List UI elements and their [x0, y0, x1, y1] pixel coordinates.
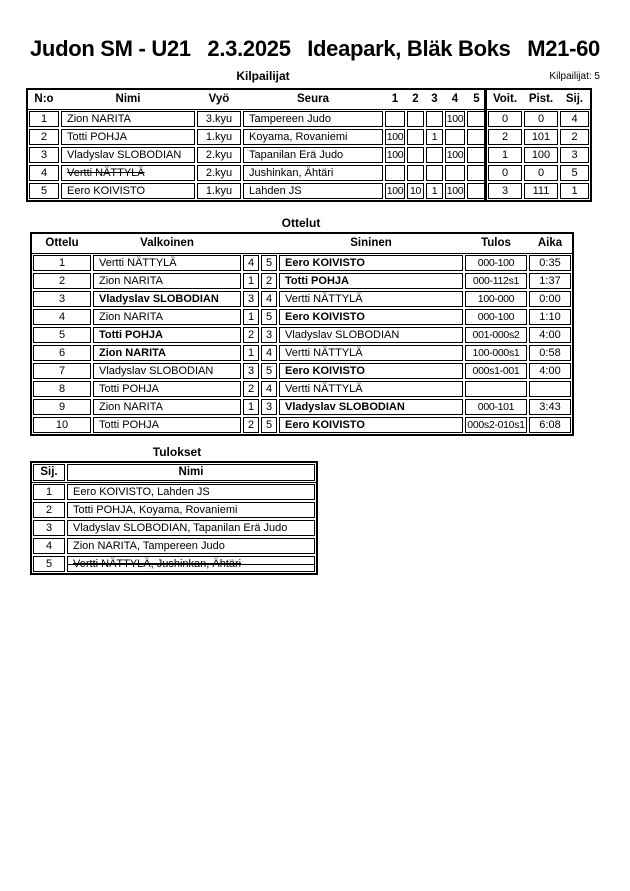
col-header-1: 1 — [391, 93, 399, 105]
cell-time: 4:00 — [529, 327, 571, 343]
cell-blue-no: 5 — [261, 417, 277, 433]
cell-no: 4 — [29, 165, 59, 181]
tulokset-row — [32, 519, 316, 537]
col-header-nimi: Nimi — [115, 93, 141, 105]
cell-pist: 101 — [524, 129, 558, 145]
title-category: M21-60 — [527, 36, 600, 61]
competitor-name: Totti POHJA — [67, 131, 127, 143]
cell-time: 1:10 — [529, 309, 571, 325]
cell-white: Totti POHJA — [93, 417, 241, 433]
col-header-aika: Aika — [537, 237, 563, 249]
cell-blue-no: 4 — [261, 381, 277, 397]
cell-result: 000-112s1 — [465, 273, 527, 289]
cell-white-no: 1 — [243, 273, 259, 289]
kilpailijat-row — [28, 146, 590, 164]
cell-score-3 — [426, 147, 443, 163]
ottelut-row — [32, 344, 572, 362]
cell-pist: 100 — [524, 147, 558, 163]
cell-blue-no: 5 — [261, 309, 277, 325]
cell-white: Vladyslav SLOBODIAN — [93, 291, 241, 307]
cell-no: 5 — [29, 183, 59, 199]
cell-rank: 4 — [33, 538, 65, 554]
cell-seura: Koyama, Rovaniemi — [243, 129, 383, 145]
col-header-pist: Pist. — [528, 93, 554, 105]
cell-voit: 2 — [488, 129, 522, 145]
cell-white-no: 2 — [243, 327, 259, 343]
cell-white-no: 1 — [243, 345, 259, 361]
cell-score-2: 10 — [407, 183, 424, 199]
cell-voit: 0 — [488, 165, 522, 181]
tulokset-table — [30, 461, 318, 575]
cell-result: 000s1-001 — [465, 363, 527, 379]
cell-nimi — [61, 147, 195, 163]
cell-blue-no: 4 — [261, 345, 277, 361]
cell-score-3 — [426, 165, 443, 181]
cell-white: Vladyslav SLOBODIAN — [93, 363, 241, 379]
cell-blue-no: 2 — [261, 273, 277, 289]
col-header-sininen: Sininen — [350, 237, 392, 249]
cell-white-no: 1 — [243, 399, 259, 415]
cell-nimi — [61, 111, 195, 127]
cell-nimi — [61, 165, 195, 181]
cell-blue: Vertti NÄTTYLÄ — [279, 291, 463, 307]
cell-time — [529, 381, 571, 397]
competitor-name: Vertti NÄTTYLÄ — [67, 167, 145, 179]
section-title-tulokset: Tulokset — [152, 445, 202, 459]
cell-score-2 — [407, 129, 424, 145]
cell-score-1: 100 — [386, 185, 404, 197]
competitor-name: Vladyslav SLOBODIAN — [67, 149, 182, 161]
ottelut-row — [32, 380, 572, 398]
col-header-voit: Voit. — [492, 93, 518, 105]
cell-vyo: 2.kyu — [197, 147, 241, 163]
cell-white-no: 3 — [243, 363, 259, 379]
col-header-4: 4 — [451, 93, 459, 105]
col-header-valkoinen: Valkoinen — [140, 237, 194, 249]
section-title-kilpailijat: Kilpailijat — [236, 69, 290, 83]
cell-white-no: 2 — [243, 417, 259, 433]
cell-white-no: 2 — [243, 381, 259, 397]
ottelut-row — [32, 254, 572, 272]
cell-rank: 3 — [33, 520, 65, 536]
cell-score-1: 100 — [386, 149, 404, 161]
cell-rank: 5 — [33, 556, 65, 572]
cell-no: 1 — [29, 111, 59, 127]
cell-seura: Tapanilan Erä Judo — [243, 147, 383, 163]
cell-seura: Tampereen Judo — [243, 111, 383, 127]
cell-pist: 0 — [524, 111, 558, 127]
cell-white-no: 4 — [243, 255, 259, 271]
cell-blue: Vladyslav SLOBODIAN — [279, 399, 463, 415]
ottelut-row — [32, 308, 572, 326]
cell-blue: Eero KOIVISTO — [279, 363, 463, 379]
tulokset-row — [32, 483, 316, 501]
cell-score-4: 100 — [446, 113, 464, 125]
cell-sij: 3 — [560, 147, 589, 163]
cell-blue-no: 3 — [261, 327, 277, 343]
cell-seura: Jushinkan, Ähtäri — [243, 165, 383, 181]
cell-nimi — [61, 183, 195, 199]
cell-result: 000-100 — [465, 255, 527, 271]
cell-match-no: 10 — [33, 417, 91, 433]
cell-rank: 2 — [33, 502, 65, 518]
title-event: Judon SM - U21 — [30, 36, 191, 61]
cell-no: 2 — [29, 129, 59, 145]
tulokset-row — [32, 555, 316, 573]
cell-blue-no: 4 — [261, 291, 277, 307]
cell-match-no: 5 — [33, 327, 91, 343]
ottelut-row — [32, 272, 572, 290]
cell-vyo: 3.kyu — [197, 111, 241, 127]
cell-pist: 0 — [524, 165, 558, 181]
cell-sij: 1 — [560, 183, 589, 199]
cell-score-2 — [407, 165, 424, 181]
cell-score-3: 1 — [426, 129, 443, 145]
ottelut-row — [32, 416, 572, 434]
cell-match-no: 1 — [33, 255, 91, 271]
cell-score-4 — [445, 129, 465, 145]
col-header-vyo: Vyö — [208, 93, 230, 105]
kilpailijat-row — [28, 182, 590, 200]
col-header-seura: Seura — [297, 93, 329, 105]
col-header-2: 2 — [412, 93, 419, 105]
ottelut-header-row — [32, 234, 572, 254]
cell-score-3: 1 — [426, 183, 443, 199]
cell-white: Zion NARITA — [93, 273, 241, 289]
kilpailijat-header-row — [28, 90, 590, 110]
cell-match-no: 4 — [33, 309, 91, 325]
title-venue: Ideapark, Bläk Boks — [307, 36, 511, 61]
cell-blue-no: 5 — [261, 363, 277, 379]
competitors-count: Kilpailijat: 5 — [549, 71, 600, 82]
cell-blue-no: 5 — [261, 255, 277, 271]
cell-blue: Eero KOIVISTO — [279, 255, 463, 271]
cell-rank: 1 — [33, 484, 65, 500]
cell-name — [67, 538, 315, 554]
group-divider — [484, 88, 487, 202]
kilpailijat-row — [28, 110, 590, 128]
col-header-tulos: Tulos — [481, 237, 511, 249]
col-header-5: 5 — [473, 93, 480, 105]
kilpailijat-row — [28, 164, 590, 182]
cell-blue: Eero KOIVISTO — [279, 417, 463, 433]
cell-score-2 — [407, 111, 424, 127]
cell-blue: Vertti NÄTTYLÄ — [279, 345, 463, 361]
cell-name — [67, 484, 315, 500]
cell-score-4: 100 — [446, 149, 464, 161]
cell-time: 1:37 — [529, 273, 571, 289]
cell-sij: 5 — [560, 165, 589, 181]
cell-sij: 2 — [560, 129, 589, 145]
cell-white-no: 1 — [243, 309, 259, 325]
cell-match-no: 3 — [33, 291, 91, 307]
cell-white-no: 3 — [243, 291, 259, 307]
cell-white: Zion NARITA — [93, 399, 241, 415]
cell-result: 100-000s1 — [465, 345, 527, 361]
col-header-spacer — [260, 240, 278, 247]
cell-name — [67, 502, 315, 518]
result-name: Eero KOIVISTO, Lahden JS — [73, 486, 210, 498]
cell-time: 3:43 — [529, 399, 571, 415]
cell-score-1 — [385, 165, 405, 181]
cell-time: 4:00 — [529, 363, 571, 379]
col-header-nimi: Nimi — [67, 464, 315, 481]
cell-result — [465, 381, 527, 397]
cell-blue: Vertti NÄTTYLÄ — [279, 381, 463, 397]
cell-voit: 1 — [488, 147, 522, 163]
cell-blue: Eero KOIVISTO — [279, 309, 463, 325]
result-name: Totti POHJA, Koyama, Rovaniemi — [73, 504, 238, 516]
ottelut-table — [30, 232, 574, 436]
ottelut-row — [32, 290, 572, 308]
cell-score-1: 100 — [386, 131, 404, 143]
cell-seura: Lahden JS — [243, 183, 383, 199]
cell-vyo: 2.kyu — [197, 165, 241, 181]
cell-score-1 — [385, 111, 405, 127]
col-header-no: N:o — [34, 93, 54, 105]
cell-time: 0:58 — [529, 345, 571, 361]
cell-white: Zion NARITA — [93, 309, 241, 325]
cell-white: Zion NARITA — [93, 345, 241, 361]
kilpailijat-table — [26, 88, 592, 202]
tulokset-row — [32, 537, 316, 555]
kilpailijat-row — [28, 128, 590, 146]
title-date: 2.3.2025 — [207, 36, 291, 61]
cell-name — [67, 520, 315, 536]
cell-match-no: 9 — [33, 399, 91, 415]
cell-match-no: 8 — [33, 381, 91, 397]
cell-nimi — [61, 129, 195, 145]
competitor-name: Eero KOIVISTO — [67, 185, 146, 197]
col-header-spacer — [242, 240, 260, 247]
cell-vyo: 1.kyu — [197, 183, 241, 199]
cell-no: 3 — [29, 147, 59, 163]
cell-match-no: 6 — [33, 345, 91, 361]
tulokset-header-row — [32, 463, 316, 483]
result-name: Vertti NÄTTYLÄ, Jushinkan, Ähtäri — [73, 558, 242, 570]
cell-result: 000s2-010s1 — [465, 417, 527, 433]
ottelut-row — [32, 326, 572, 344]
col-header-ottelu: Ottelu — [45, 237, 79, 249]
tulokset-row — [32, 501, 316, 519]
cell-voit: 0 — [488, 111, 522, 127]
cell-blue: Totti POHJA — [279, 273, 463, 289]
cell-voit: 3 — [488, 183, 522, 199]
section-title-ottelut: Ottelut — [281, 216, 321, 230]
page-title — [30, 36, 600, 62]
col-header-sij: Sij. — [565, 93, 584, 105]
cell-score-4: 100 — [446, 185, 464, 197]
ottelut-row — [32, 398, 572, 416]
cell-match-no: 7 — [33, 363, 91, 379]
cell-result: 000-100 — [465, 309, 527, 325]
result-name: Zion NARITA, Tampereen Judo — [73, 540, 225, 552]
col-header-3: 3 — [431, 93, 438, 105]
cell-white: Totti POHJA — [93, 327, 241, 343]
cell-sij: 4 — [560, 111, 589, 127]
ottelut-row — [32, 362, 572, 380]
competitor-name: Zion NARITA — [67, 113, 131, 125]
cell-result: 100-000 — [465, 291, 527, 307]
cell-score-3 — [426, 111, 443, 127]
cell-name — [67, 556, 315, 572]
cell-match-no: 2 — [33, 273, 91, 289]
cell-blue-no: 3 — [261, 399, 277, 415]
cell-score-4 — [445, 165, 465, 181]
cell-score-2 — [407, 147, 424, 163]
cell-white: Totti POHJA — [93, 381, 241, 397]
col-header-sij: Sij. — [33, 464, 65, 481]
cell-pist: 111 — [524, 183, 558, 199]
cell-time: 0:00 — [529, 291, 571, 307]
cell-white: Vertti NÄTTYLÄ — [93, 255, 241, 271]
result-name: Vladyslav SLOBODIAN, Tapanilan Erä Judo — [73, 522, 288, 534]
cell-time: 6:08 — [529, 417, 571, 433]
cell-time: 0:35 — [529, 255, 571, 271]
cell-result: 000-101 — [465, 399, 527, 415]
cell-blue: Vladyslav SLOBODIAN — [279, 327, 463, 343]
cell-result: 001-000s2 — [465, 327, 527, 343]
cell-vyo: 1.kyu — [197, 129, 241, 145]
